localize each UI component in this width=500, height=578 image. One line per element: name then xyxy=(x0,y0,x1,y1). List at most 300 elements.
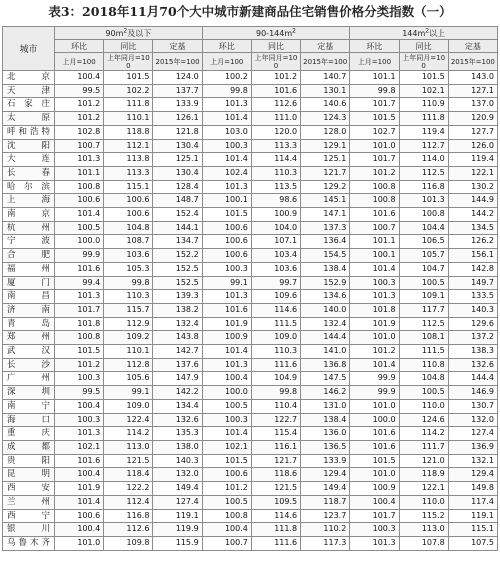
index-value-cell: 138.2 xyxy=(153,303,202,317)
index-value-cell: 110.0 xyxy=(399,495,448,509)
index-value-cell: 137.7 xyxy=(153,84,202,98)
index-value-cell: 137.6 xyxy=(153,358,202,372)
index-value-cell: 99.7 xyxy=(251,276,300,290)
index-value-cell: 101.8 xyxy=(350,303,399,317)
index-value-cell: 103.6 xyxy=(104,249,153,263)
index-value-cell: 101.2 xyxy=(55,358,104,372)
index-value-cell: 101.1 xyxy=(350,235,399,249)
city-cell: 宁波 xyxy=(3,235,55,249)
index-value-cell: 102.2 xyxy=(104,84,153,98)
index-value-cell: 100.8 xyxy=(399,208,448,222)
index-value-cell: 102.1 xyxy=(202,440,251,454)
index-value-cell: 111.7 xyxy=(399,440,448,454)
index-value-cell: 113.3 xyxy=(104,166,153,180)
index-value-cell: 100.4 xyxy=(350,495,399,509)
index-value-cell: 142.2 xyxy=(153,386,202,400)
table-row xyxy=(3,194,498,208)
index-value-cell: 100.6 xyxy=(202,468,251,482)
index-value-cell: 101.3 xyxy=(350,536,399,550)
index-value-cell: 102.4 xyxy=(202,166,251,180)
index-value-cell: 100.1 xyxy=(350,249,399,263)
index-value-cell: 101.2 xyxy=(55,98,104,112)
index-value-cell: 109.2 xyxy=(104,331,153,345)
index-value-cell: 100.8 xyxy=(202,509,251,523)
index-value-cell: 112.6 xyxy=(251,98,300,112)
index-value-cell: 149.7 xyxy=(448,276,497,290)
city-cell: 厦门 xyxy=(3,276,55,290)
index-value-cell: 132.0 xyxy=(448,413,497,427)
index-value-cell: 112.1 xyxy=(104,139,153,153)
index-value-cell: 126.0 xyxy=(448,139,497,153)
index-value-cell: 124.3 xyxy=(301,112,350,126)
index-value-cell: 100.3 xyxy=(202,262,251,276)
sub-header: 同比 xyxy=(399,40,448,53)
index-value-cell: 99.5 xyxy=(55,84,104,98)
index-value-cell: 136.9 xyxy=(448,440,497,454)
index-value-cell: 100.8 xyxy=(350,180,399,194)
index-value-cell: 119.4 xyxy=(399,125,448,139)
index-value-cell: 109.1 xyxy=(399,290,448,304)
index-value-cell: 111.5 xyxy=(399,345,448,359)
index-value-cell: 118.7 xyxy=(301,495,350,509)
table-row xyxy=(3,180,498,194)
index-value-cell: 112.5 xyxy=(399,166,448,180)
index-value-cell: 128.0 xyxy=(301,125,350,139)
index-value-cell: 113.0 xyxy=(104,440,153,454)
group-header: $90-144m^2$ xyxy=(202,27,350,40)
index-value-cell: 138.4 xyxy=(301,413,350,427)
index-value-cell: 102.7 xyxy=(350,125,399,139)
base-header: 上月=100 xyxy=(350,53,399,71)
index-value-cell: 121.5 xyxy=(251,482,300,496)
index-value-cell: 100.4 xyxy=(202,523,251,537)
index-value-cell: 113.5 xyxy=(251,180,300,194)
index-value-cell: 101.2 xyxy=(350,345,399,359)
city-cell: 兰州 xyxy=(3,495,55,509)
index-value-cell: 149.4 xyxy=(301,482,350,496)
index-value-cell: 118.4 xyxy=(104,468,153,482)
index-value-cell: 110.3 xyxy=(104,290,153,304)
index-value-cell: 101.0 xyxy=(350,399,399,413)
index-value-cell: 140.3 xyxy=(448,303,497,317)
index-value-cell: 100.6 xyxy=(202,249,251,263)
index-value-cell: 98.6 xyxy=(251,194,300,208)
index-value-cell: 99.5 xyxy=(55,386,104,400)
index-value-cell: 106.5 xyxy=(399,235,448,249)
index-value-cell: 100.5 xyxy=(399,386,448,400)
index-value-cell: 109.8 xyxy=(104,536,153,550)
base-header: 上月=100 xyxy=(55,53,104,71)
index-value-cell: 121.5 xyxy=(104,454,153,468)
index-value-cell: 120.0 xyxy=(251,125,300,139)
index-value-cell: 101.5 xyxy=(104,71,153,85)
table-row xyxy=(3,317,498,331)
sub-header: 同比 xyxy=(251,40,300,53)
index-value-cell: 134.5 xyxy=(448,221,497,235)
index-value-cell: 101.5 xyxy=(399,71,448,85)
table-row xyxy=(3,125,498,139)
index-value-cell: 100.5 xyxy=(399,276,448,290)
index-value-cell: 115.9 xyxy=(153,536,202,550)
index-value-cell: 112.9 xyxy=(104,317,153,331)
index-value-cell: 101.3 xyxy=(202,290,251,304)
index-value-cell: 132.6 xyxy=(153,413,202,427)
index-value-cell: 142.8 xyxy=(448,262,497,276)
index-value-cell: 111.8 xyxy=(104,98,153,112)
index-value-cell: 115.4 xyxy=(251,427,300,441)
index-value-cell: 100.5 xyxy=(55,221,104,235)
index-value-cell: 104.0 xyxy=(251,221,300,235)
table-row xyxy=(3,262,498,276)
city-cell: 郑州 xyxy=(3,331,55,345)
index-value-cell: 130.2 xyxy=(448,180,497,194)
index-value-cell: 143.0 xyxy=(448,71,497,85)
city-cell: 银川 xyxy=(3,523,55,537)
index-value-cell: 101.4 xyxy=(350,262,399,276)
index-value-cell: 110.0 xyxy=(399,399,448,413)
group-header: $90m^2$及以下 xyxy=(55,27,203,40)
index-value-cell: 144.2 xyxy=(448,208,497,222)
city-cell: 福州 xyxy=(3,262,55,276)
index-value-cell: 101.9 xyxy=(202,317,251,331)
index-value-cell: 148.7 xyxy=(153,194,202,208)
city-cell: 长春 xyxy=(3,166,55,180)
index-value-cell: 136.5 xyxy=(301,440,350,454)
index-value-cell: 101.3 xyxy=(202,98,251,112)
table-row xyxy=(3,221,498,235)
city-cell: 重庆 xyxy=(3,427,55,441)
index-value-cell: 137.0 xyxy=(448,98,497,112)
table-row xyxy=(3,112,498,126)
index-value-cell: 101.6 xyxy=(251,84,300,98)
index-value-cell: 99.8 xyxy=(104,276,153,290)
index-value-cell: 100.7 xyxy=(202,536,251,550)
index-value-cell: 104.8 xyxy=(104,221,153,235)
index-value-cell: 133.9 xyxy=(301,454,350,468)
index-value-cell: 149.8 xyxy=(448,482,497,496)
index-value-cell: 112.6 xyxy=(104,523,153,537)
index-value-cell: 101.9 xyxy=(350,317,399,331)
index-value-cell: 129.6 xyxy=(448,317,497,331)
index-value-cell: 149.4 xyxy=(153,482,202,496)
table-row xyxy=(3,386,498,400)
index-value-cell: 121.0 xyxy=(399,454,448,468)
table-row xyxy=(3,509,498,523)
index-value-cell: 114.2 xyxy=(399,427,448,441)
index-value-cell: 119.1 xyxy=(153,509,202,523)
price-index-table xyxy=(2,26,498,551)
index-value-cell: 101.5 xyxy=(202,454,251,468)
index-value-cell: 101.3 xyxy=(55,427,104,441)
index-value-cell: 120.9 xyxy=(448,112,497,126)
index-value-cell: 147.1 xyxy=(301,208,350,222)
index-value-cell: 101.0 xyxy=(350,139,399,153)
index-value-cell: 101.4 xyxy=(202,427,251,441)
index-value-cell: 114.6 xyxy=(251,509,300,523)
base-header: 上年同月=100 xyxy=(251,53,300,71)
index-value-cell: 129.1 xyxy=(301,139,350,153)
index-value-cell: 104.9 xyxy=(251,372,300,386)
index-value-cell: 112.4 xyxy=(104,495,153,509)
table-row xyxy=(3,276,498,290)
index-value-cell: 142.7 xyxy=(153,345,202,359)
index-value-cell: 134.4 xyxy=(153,399,202,413)
city-cell: 太原 xyxy=(3,112,55,126)
index-value-cell: 105.3 xyxy=(104,262,153,276)
index-value-cell: 122.7 xyxy=(251,413,300,427)
index-value-cell: 110.3 xyxy=(251,166,300,180)
index-value-cell: 140.7 xyxy=(301,71,350,85)
table-row xyxy=(3,166,498,180)
index-value-cell: 100.6 xyxy=(55,509,104,523)
index-value-cell: 152.9 xyxy=(301,276,350,290)
index-value-cell: 102.1 xyxy=(399,84,448,98)
index-value-cell: 121.7 xyxy=(301,166,350,180)
index-value-cell: 101.4 xyxy=(55,495,104,509)
index-value-cell: 125.1 xyxy=(301,153,350,167)
index-value-cell: 101.0 xyxy=(350,331,399,345)
index-value-cell: 144.9 xyxy=(448,194,497,208)
sub-header: 环比 xyxy=(350,40,399,53)
index-value-cell: 100.6 xyxy=(104,194,153,208)
table-row xyxy=(3,468,498,482)
index-value-cell: 115.1 xyxy=(448,523,497,537)
group-header: $144m^2$以上 xyxy=(350,27,498,40)
city-cell: 济南 xyxy=(3,303,55,317)
index-value-cell: 127.4 xyxy=(153,495,202,509)
city-cell: 成都 xyxy=(3,440,55,454)
index-value-cell: 100.5 xyxy=(202,399,251,413)
table-row xyxy=(3,399,498,413)
index-value-cell: 140.3 xyxy=(153,454,202,468)
index-value-cell: 126.2 xyxy=(448,235,497,249)
city-cell: 南昌 xyxy=(3,290,55,304)
index-value-cell: 131.0 xyxy=(301,399,350,413)
index-value-cell: 136.4 xyxy=(301,235,350,249)
index-value-cell: 137.2 xyxy=(448,331,497,345)
index-value-cell: 115.2 xyxy=(399,509,448,523)
table-row xyxy=(3,482,498,496)
index-value-cell: 100.4 xyxy=(202,372,251,386)
index-value-cell: 104.8 xyxy=(399,372,448,386)
index-value-cell: 102.8 xyxy=(55,125,104,139)
index-value-cell: 101.7 xyxy=(350,153,399,167)
index-value-cell: 101.6 xyxy=(55,262,104,276)
index-value-cell: 105.7 xyxy=(399,249,448,263)
index-value-cell: 133.9 xyxy=(153,98,202,112)
index-value-cell: 125.1 xyxy=(153,153,202,167)
index-value-cell: 140.0 xyxy=(301,303,350,317)
table-row xyxy=(3,303,498,317)
index-value-cell: 144.4 xyxy=(301,331,350,345)
index-value-cell: 107.1 xyxy=(251,235,300,249)
index-value-cell: 101.3 xyxy=(399,194,448,208)
index-value-cell: 101.6 xyxy=(55,454,104,468)
city-cell: 青岛 xyxy=(3,317,55,331)
index-value-cell: 136.8 xyxy=(301,358,350,372)
index-value-cell: 101.0 xyxy=(55,536,104,550)
index-value-cell: 100.9 xyxy=(251,208,300,222)
index-value-cell: 100.6 xyxy=(104,208,153,222)
table-row xyxy=(3,84,498,98)
index-value-cell: 101.9 xyxy=(55,482,104,496)
index-value-cell: 101.1 xyxy=(350,71,399,85)
index-value-cell: 130.4 xyxy=(153,166,202,180)
index-value-cell: 109.0 xyxy=(251,331,300,345)
index-value-cell: 100.8 xyxy=(55,331,104,345)
index-value-cell: 101.6 xyxy=(202,303,251,317)
index-value-cell: 99.1 xyxy=(104,386,153,400)
base-header: 2015年=100 xyxy=(153,53,202,71)
index-value-cell: 102.1 xyxy=(55,440,104,454)
index-value-cell: 101.4 xyxy=(202,345,251,359)
table-row xyxy=(3,153,498,167)
table-row xyxy=(3,454,498,468)
index-value-cell: 154.5 xyxy=(301,249,350,263)
index-value-cell: 100.7 xyxy=(350,221,399,235)
base-header: 上年同月=100 xyxy=(399,53,448,71)
index-value-cell: 109.0 xyxy=(104,399,153,413)
index-value-cell: 100.6 xyxy=(202,235,251,249)
index-value-cell: 138.4 xyxy=(301,262,350,276)
index-value-cell: 100.6 xyxy=(55,194,104,208)
index-value-cell: 109.6 xyxy=(251,290,300,304)
index-value-cell: 101.5 xyxy=(202,208,251,222)
index-value-cell: 101.0 xyxy=(350,468,399,482)
index-value-cell: 132.0 xyxy=(153,468,202,482)
sub-header: 定基 xyxy=(153,40,202,53)
city-cell: 沈阳 xyxy=(3,139,55,153)
index-value-cell: 99.1 xyxy=(202,276,251,290)
index-value-cell: 129.4 xyxy=(301,468,350,482)
index-value-cell: 143.8 xyxy=(153,331,202,345)
city-cell: 杭州 xyxy=(3,221,55,235)
table-row xyxy=(3,98,498,112)
city-cell: 贵阳 xyxy=(3,454,55,468)
index-value-cell: 101.7 xyxy=(55,303,104,317)
index-value-cell: 119.4 xyxy=(448,153,497,167)
index-value-cell: 127.1 xyxy=(448,84,497,98)
table-row xyxy=(3,413,498,427)
index-value-cell: 101.6 xyxy=(350,427,399,441)
index-value-cell: 119.9 xyxy=(153,523,202,537)
table-row xyxy=(3,235,498,249)
sub-header: 定基 xyxy=(448,40,497,53)
index-value-cell: 99.9 xyxy=(350,386,399,400)
table-row xyxy=(3,139,498,153)
index-value-cell: 122.2 xyxy=(104,482,153,496)
table-row xyxy=(3,536,498,550)
city-cell: 海口 xyxy=(3,413,55,427)
index-value-cell: 129.4 xyxy=(448,468,497,482)
table-row xyxy=(3,71,498,85)
index-value-cell: 111.5 xyxy=(251,317,300,331)
index-value-cell: 140.6 xyxy=(301,98,350,112)
index-value-cell: 100.0 xyxy=(202,386,251,400)
index-value-cell: 100.9 xyxy=(350,482,399,496)
table-row xyxy=(3,249,498,263)
index-value-cell: 101.2 xyxy=(251,71,300,85)
index-value-cell: 100.6 xyxy=(202,221,251,235)
index-value-cell: 119.1 xyxy=(448,509,497,523)
index-value-cell: 121.8 xyxy=(153,125,202,139)
index-value-cell: 99.8 xyxy=(251,386,300,400)
index-value-cell: 122.1 xyxy=(448,166,497,180)
index-value-cell: 110.4 xyxy=(251,399,300,413)
index-value-cell: 100.4 xyxy=(55,468,104,482)
index-value-cell: 139.3 xyxy=(153,290,202,304)
index-value-cell: 132.1 xyxy=(448,454,497,468)
index-value-cell: 112.5 xyxy=(399,317,448,331)
index-value-cell: 100.3 xyxy=(202,139,251,153)
base-header: 2015年=100 xyxy=(301,53,350,71)
table-row xyxy=(3,358,498,372)
index-value-cell: 101.5 xyxy=(350,112,399,126)
index-value-cell: 146.9 xyxy=(448,386,497,400)
index-value-cell: 130.1 xyxy=(301,84,350,98)
base-header: 上年同月=100 xyxy=(104,53,153,71)
index-value-cell: 109.5 xyxy=(251,495,300,509)
index-value-cell: 114.0 xyxy=(399,153,448,167)
index-value-cell: 100.5 xyxy=(202,495,251,509)
table-body xyxy=(3,71,498,551)
index-value-cell: 146.2 xyxy=(301,386,350,400)
table-row xyxy=(3,331,498,345)
index-value-cell: 99.9 xyxy=(350,372,399,386)
index-value-cell: 100.3 xyxy=(55,372,104,386)
city-cell: 合肥 xyxy=(3,249,55,263)
index-value-cell: 114.4 xyxy=(251,153,300,167)
index-value-cell: 111.8 xyxy=(251,523,300,537)
index-value-cell: 124.0 xyxy=(153,71,202,85)
index-value-cell: 132.4 xyxy=(153,317,202,331)
index-value-cell: 147.5 xyxy=(301,372,350,386)
index-value-cell: 138.0 xyxy=(153,440,202,454)
index-value-cell: 101.2 xyxy=(202,482,251,496)
index-value-cell: 126.1 xyxy=(153,112,202,126)
city-cell: 北京 xyxy=(3,71,55,85)
index-value-cell: 122.4 xyxy=(104,413,153,427)
index-value-cell: 112.8 xyxy=(104,358,153,372)
index-value-cell: 122.1 xyxy=(399,482,448,496)
index-value-cell: 110.1 xyxy=(104,112,153,126)
index-value-cell: 147.9 xyxy=(153,372,202,386)
index-value-cell: 124.6 xyxy=(399,413,448,427)
index-value-cell: 99.8 xyxy=(202,84,251,98)
index-value-cell: 100.4 xyxy=(55,523,104,537)
index-value-cell: 103.6 xyxy=(251,262,300,276)
index-value-cell: 100.7 xyxy=(55,139,104,153)
index-value-cell: 101.4 xyxy=(55,208,104,222)
index-value-cell: 100.4 xyxy=(55,399,104,413)
index-value-cell: 144.1 xyxy=(153,221,202,235)
index-value-cell: 105.6 xyxy=(104,372,153,386)
index-value-cell: 101.3 xyxy=(350,290,399,304)
index-value-cell: 101.7 xyxy=(350,509,399,523)
index-value-cell: 132.4 xyxy=(301,317,350,331)
index-value-cell: 121.7 xyxy=(251,454,300,468)
index-value-cell: 100.9 xyxy=(202,331,251,345)
index-value-cell: 101.4 xyxy=(202,112,251,126)
city-cell: 大连 xyxy=(3,153,55,167)
index-value-cell: 100.4 xyxy=(55,71,104,85)
index-value-cell: 100.3 xyxy=(202,413,251,427)
index-value-cell: 101.6 xyxy=(350,440,399,454)
index-value-cell: 127.4 xyxy=(448,427,497,441)
index-value-cell: 101.4 xyxy=(350,358,399,372)
index-value-cell: 104.4 xyxy=(399,221,448,235)
index-value-cell: 152.4 xyxy=(153,208,202,222)
